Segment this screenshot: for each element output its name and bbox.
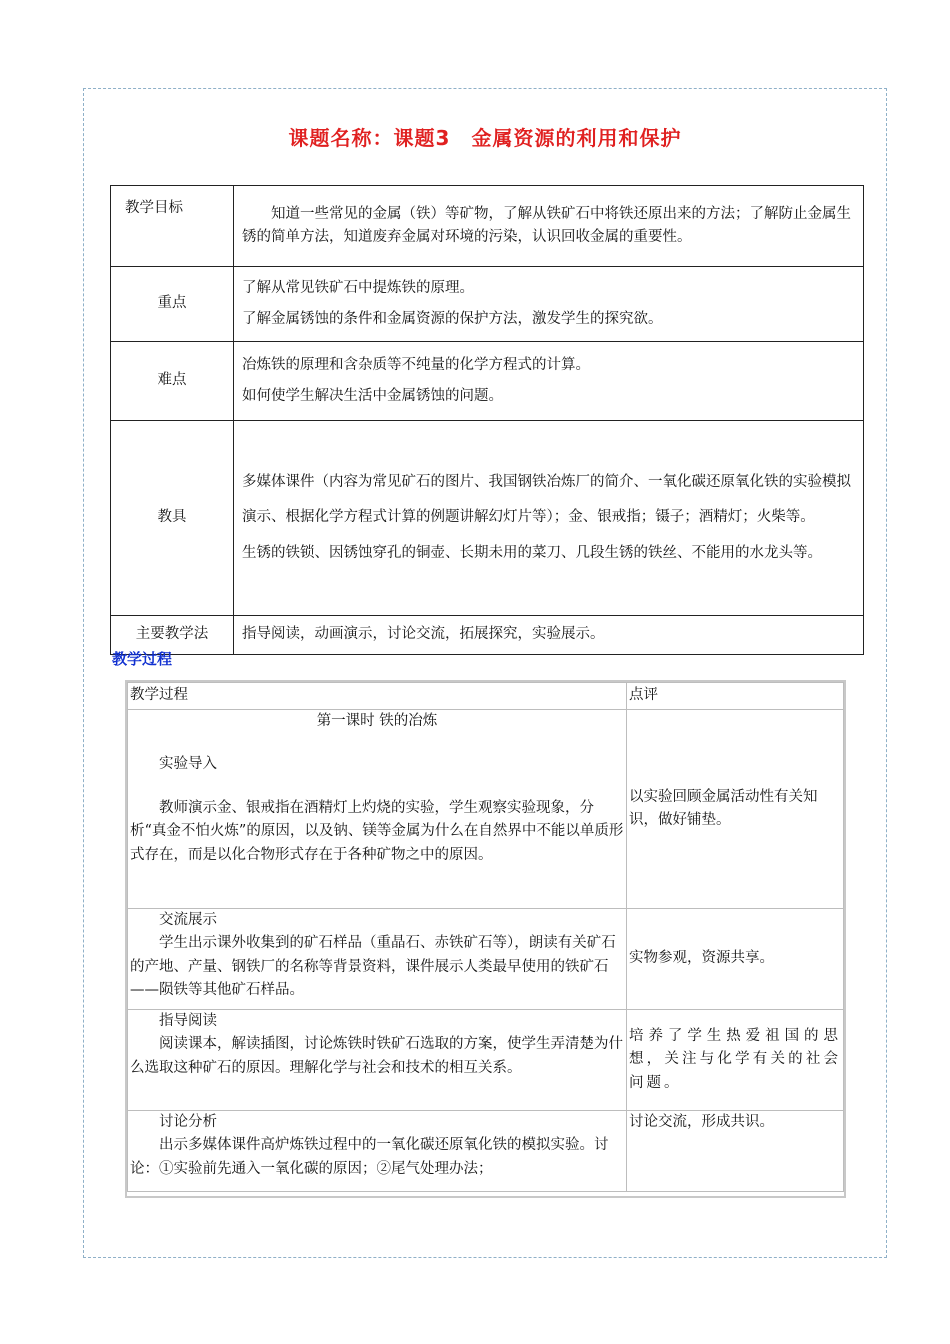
difficulty-cell bbox=[234, 342, 864, 421]
process-cell bbox=[128, 909, 627, 1010]
difficulty-line: 冶炼铁的原理和含杂质等不纯量的化学方程式的计算。 bbox=[242, 356, 590, 373]
step-text: 学生出示课外收集到的矿石样品（重晶石、赤铁矿石等），朗读有关矿石的产地、产量、钢铁厂的名称等背景资料，课件展示人类最早使用的铁矿石——陨铁等其他矿石样品。 bbox=[130, 935, 616, 999]
process-cell bbox=[128, 1010, 627, 1111]
teaching-aids-line: 生锈的铁锁、因锈蚀穿孔的铜壶、长期未用的菜刀、几段生锈的铁丝、不能用的水龙头等。 bbox=[242, 544, 822, 561]
teaching-aids-cell bbox=[234, 421, 864, 616]
step-text: 阅读课本，解读插图，讨论炼铁时铁矿石选取的方案，使学生弄清楚为什么选取这种矿石的原因。理解化学与社会和技术的相互关系。 bbox=[130, 1036, 623, 1076]
teaching-method-text: 指导阅读，动画演示，讨论交流，拓展探究，实验展示。 bbox=[234, 616, 864, 655]
step-text: 教师演示金、银戒指在酒精灯上灼烧的实验，学生观察实验现象，分析“真金不怕火炼”的原因，以及钠、镁等金属为什么在自然界中不能以单质形式存在，而是以化合物形式存在于各种矿物之中的原因。 bbox=[130, 799, 624, 863]
process-row bbox=[128, 1111, 844, 1192]
lesson-title: 第一课时 铁的冶炼 bbox=[316, 713, 438, 729]
process-heading: 教学过程 bbox=[112, 650, 173, 668]
step-text: 出示多媒体课件高炉炼铁过程中的一氧化碳还原氧化铁的模拟实验。讨论：①实验前先通入一氧化碳的原因；②尾气处理办法； bbox=[130, 1137, 609, 1177]
process-table-frame bbox=[125, 680, 846, 1198]
process-header-row bbox=[128, 683, 844, 710]
key-point-line: 了解从常见铁矿石中提炼铁的原理。 bbox=[242, 279, 474, 296]
teaching-method-label: 主要教学法 bbox=[111, 616, 234, 655]
process-cell bbox=[128, 1111, 627, 1192]
process-cell bbox=[128, 710, 627, 909]
page-title: 课题名称：课题3 金属资源的利用和保护 bbox=[288, 126, 682, 150]
teaching-aids-label: 教具 bbox=[111, 421, 234, 616]
goal-label: 教学目标 bbox=[111, 186, 234, 267]
difficulty-row bbox=[111, 342, 864, 421]
goal-text: 知道一些常见的金属（铁）等矿物，了解从铁矿石中将铁还原出来的方法；了解防止金属生锈的简单方法，知道废弃金属对环境的污染，认识回收金属的重要性。 bbox=[242, 205, 851, 245]
step-heading: 指导阅读 bbox=[159, 1013, 217, 1029]
col-header-comment: 点评 bbox=[627, 683, 844, 710]
comment-cell: 以实验回顾金属活动性有关知识，做好铺垫。 bbox=[627, 710, 844, 909]
comment-cell bbox=[627, 1010, 844, 1111]
step-heading: 讨论分析 bbox=[159, 1114, 217, 1130]
process-row bbox=[128, 909, 844, 1010]
comment-text: 培养了学生热爱祖国的思想，关注与化学有关的社会问题。 bbox=[629, 1027, 841, 1091]
difficulty-label: 难点 bbox=[111, 342, 234, 421]
process-row bbox=[128, 1010, 844, 1111]
step-heading: 交流展示 bbox=[159, 912, 217, 928]
comment-cell: 实物参观，资源共享。 bbox=[627, 909, 844, 1010]
col-header-process: 教学过程 bbox=[128, 683, 627, 710]
teaching-method-row bbox=[111, 616, 864, 655]
key-points-cell bbox=[234, 267, 864, 342]
goal-row bbox=[111, 186, 864, 267]
step-heading: 实验导入 bbox=[159, 756, 217, 773]
difficulty-line: 如何使学生解决生活中金属锈蚀的问题。 bbox=[242, 388, 503, 404]
goal-cell bbox=[234, 186, 864, 267]
teaching-aids-row bbox=[111, 421, 864, 616]
process-table bbox=[127, 682, 844, 1192]
key-point-line: 了解金属锈蚀的条件和金属资源的保护方法，激发学生的探究欲。 bbox=[242, 311, 663, 327]
process-row bbox=[128, 710, 844, 909]
key-points-label: 重点 bbox=[111, 267, 234, 342]
course-info-table bbox=[110, 185, 864, 655]
comment-cell: 讨论交流，形成共识。 bbox=[627, 1111, 844, 1192]
teaching-aids-line: 多媒体课件（内容为常见矿石的图片、我国钢铁冶炼厂的简介、一氧化碳还原氧化铁的实验模拟演示、根据化学方程式计算的例题讲解幻灯片等）；金、银戒指；镊子；酒精灯；火柴等。 bbox=[242, 473, 851, 526]
key-points-row bbox=[111, 267, 864, 342]
